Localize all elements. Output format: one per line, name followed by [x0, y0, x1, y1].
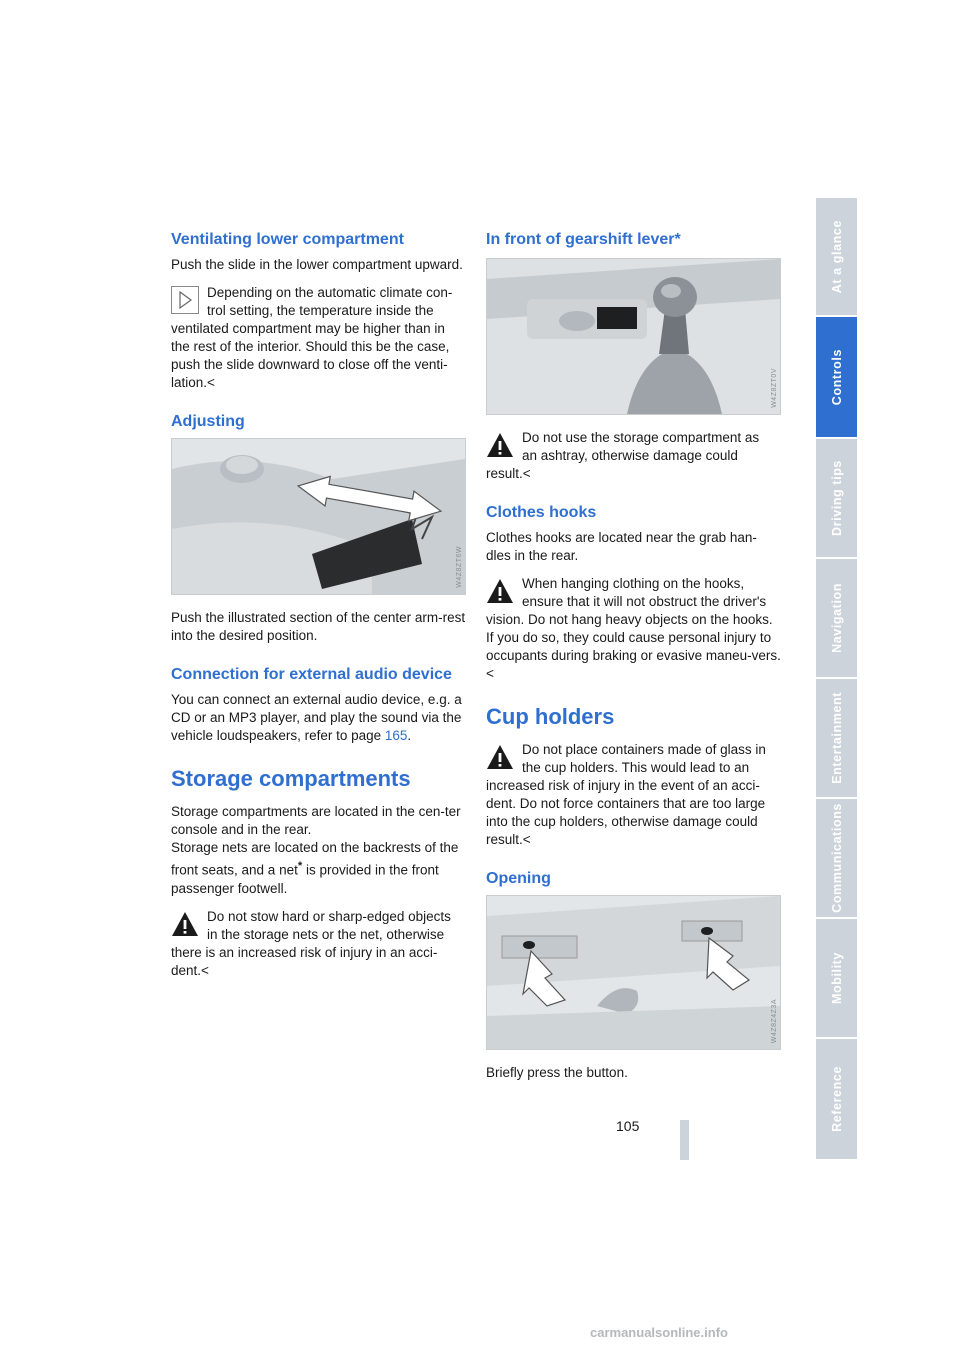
storage-warning-line2: in the storage nets or the net, otherwise	[207, 926, 445, 942]
cupholder-figure	[486, 895, 781, 1050]
left-column	[171, 230, 466, 980]
tab-label: Driving tips	[829, 460, 844, 536]
page-number: 105	[616, 1118, 640, 1134]
storage-p1: Storage compartments are located in the cen-ter console and in the rear.	[171, 804, 461, 837]
tab-navigation[interactable]	[816, 559, 857, 677]
footer-watermark: carmanualsonline.info	[590, 1325, 728, 1340]
tab-entertainment[interactable]	[816, 679, 857, 797]
gearshift-illustration	[487, 259, 780, 414]
warning-icon	[171, 910, 199, 938]
storage-p2-before: Storage nets are located on the backrests of the front seats, and a net	[171, 840, 459, 878]
tab-driving-tips[interactable]	[816, 439, 857, 557]
tab-controls[interactable]	[816, 317, 857, 437]
cup-warning	[486, 741, 781, 777]
ventilating-heading: Ventilating lower compartment	[171, 231, 404, 248]
note-arrow-icon	[171, 286, 199, 314]
ventilating-note-rest: ventilated compartment may be higher than in the rest of the interior. Should this be the case, push the slide downward to close off the venti-lation.<	[171, 321, 450, 390]
storage-p2	[171, 839, 466, 898]
audio-text-after: .	[407, 728, 412, 743]
cup-warning-line1: Do not place containers made of glass in	[522, 742, 766, 757]
gearshift-warning-rest: result.<	[486, 466, 531, 481]
tab-label: Reference	[829, 1066, 844, 1132]
tab-label: Navigation	[829, 583, 844, 653]
ventilating-intro: Push the slide in the lower compartment upward.	[171, 257, 463, 272]
audio-heading: Connection for external audio device	[171, 666, 452, 683]
hooks-warning-line1: When hanging clothing on the hooks,	[522, 576, 745, 591]
gearshift-warning-line1: Do not use the storage compartment as	[522, 430, 760, 445]
cup-heading: Cup holders	[486, 704, 615, 729]
tab-label: Entertainment	[829, 692, 844, 784]
hooks-warning-rest: vision. Do not hang heavy objects on the hooks. If you do so, they could cause personal injury to occupants during braking or evasive maneu-vers.<	[486, 612, 781, 681]
tab-label: Mobility	[829, 951, 844, 1005]
hooks-warning	[486, 575, 781, 611]
tab-at-a-glance[interactable]	[816, 198, 857, 315]
opening-caption: Briefly press the button.	[486, 1065, 628, 1080]
ventilating-note-line1: Depending on the automatic climate con-	[207, 285, 453, 300]
hooks-warning-line2: ensure that it will not obstruct the driver's	[522, 594, 767, 609]
cupholder-figure-code: W4Z8Z4Z3A	[771, 998, 778, 1043]
audio-page-link[interactable]: 165	[384, 728, 408, 743]
tab-label: Communications	[829, 803, 844, 913]
storage-star: *	[297, 860, 303, 872]
storage-warning-line1: Do not stow hard or sharp-edged objects	[207, 908, 451, 924]
warning-icon	[486, 431, 514, 459]
gearshift-warning	[486, 429, 781, 465]
hooks-heading: Clothes hooks	[486, 504, 597, 521]
adjusting-caption: Push the illustrated section of the center arm-rest into the desired position.	[171, 610, 466, 643]
warning-icon	[486, 577, 514, 605]
cup-warning-line2: the cup holders. This would lead to an	[522, 760, 750, 775]
audio-text	[171, 691, 466, 745]
storage-warning-rest: there is an increased risk of injury in an acci-dent.<	[171, 944, 438, 978]
storage-warning	[171, 908, 466, 944]
right-column	[486, 230, 781, 1082]
opening-heading: Opening	[486, 870, 551, 887]
cup-warning-rest: increased risk of injury in the event of an acci-dent. Do not force containers that are too large into the cup holders, otherwise damage could result.<	[486, 778, 766, 847]
hooks-p1: Clothes hooks are located near the grab han-dles in the rear.	[486, 530, 757, 563]
armrest-figure-code: W4Z8ZT6W	[456, 546, 463, 588]
armrest-figure	[171, 438, 466, 595]
warning-icon	[486, 743, 514, 771]
ventilating-note	[171, 284, 466, 320]
gearshift-heading: In front of gearshift lever*	[486, 231, 681, 248]
ventilating-note-line2: trol setting, the temperature inside the	[207, 303, 434, 318]
tab-communications[interactable]	[816, 799, 857, 917]
gearshift-warning-line2: an ashtray, otherwise damage could	[522, 448, 738, 463]
gearshift-figure	[486, 258, 781, 415]
storage-heading: Storage compartments	[171, 766, 411, 791]
tab-reference[interactable]	[816, 1039, 857, 1159]
tab-label: At a glance	[829, 219, 844, 294]
tab-mobility[interactable]	[816, 919, 857, 1037]
cupholder-illustration	[487, 896, 780, 1049]
page-marker-bar	[680, 1120, 689, 1160]
gearshift-figure-code: W4Z8ZT0V	[771, 368, 778, 408]
tab-label: Controls	[829, 348, 844, 406]
storage-p2-after: is provided in the front passenger footwell.	[171, 862, 439, 896]
armrest-illustration	[172, 439, 465, 594]
audio-text-before: You can connect an external audio device, e.g. a CD or an MP3 player, and play the sound via the vehicle loudspeakers, refer to page	[171, 692, 462, 743]
adjusting-heading: Adjusting	[171, 413, 245, 430]
